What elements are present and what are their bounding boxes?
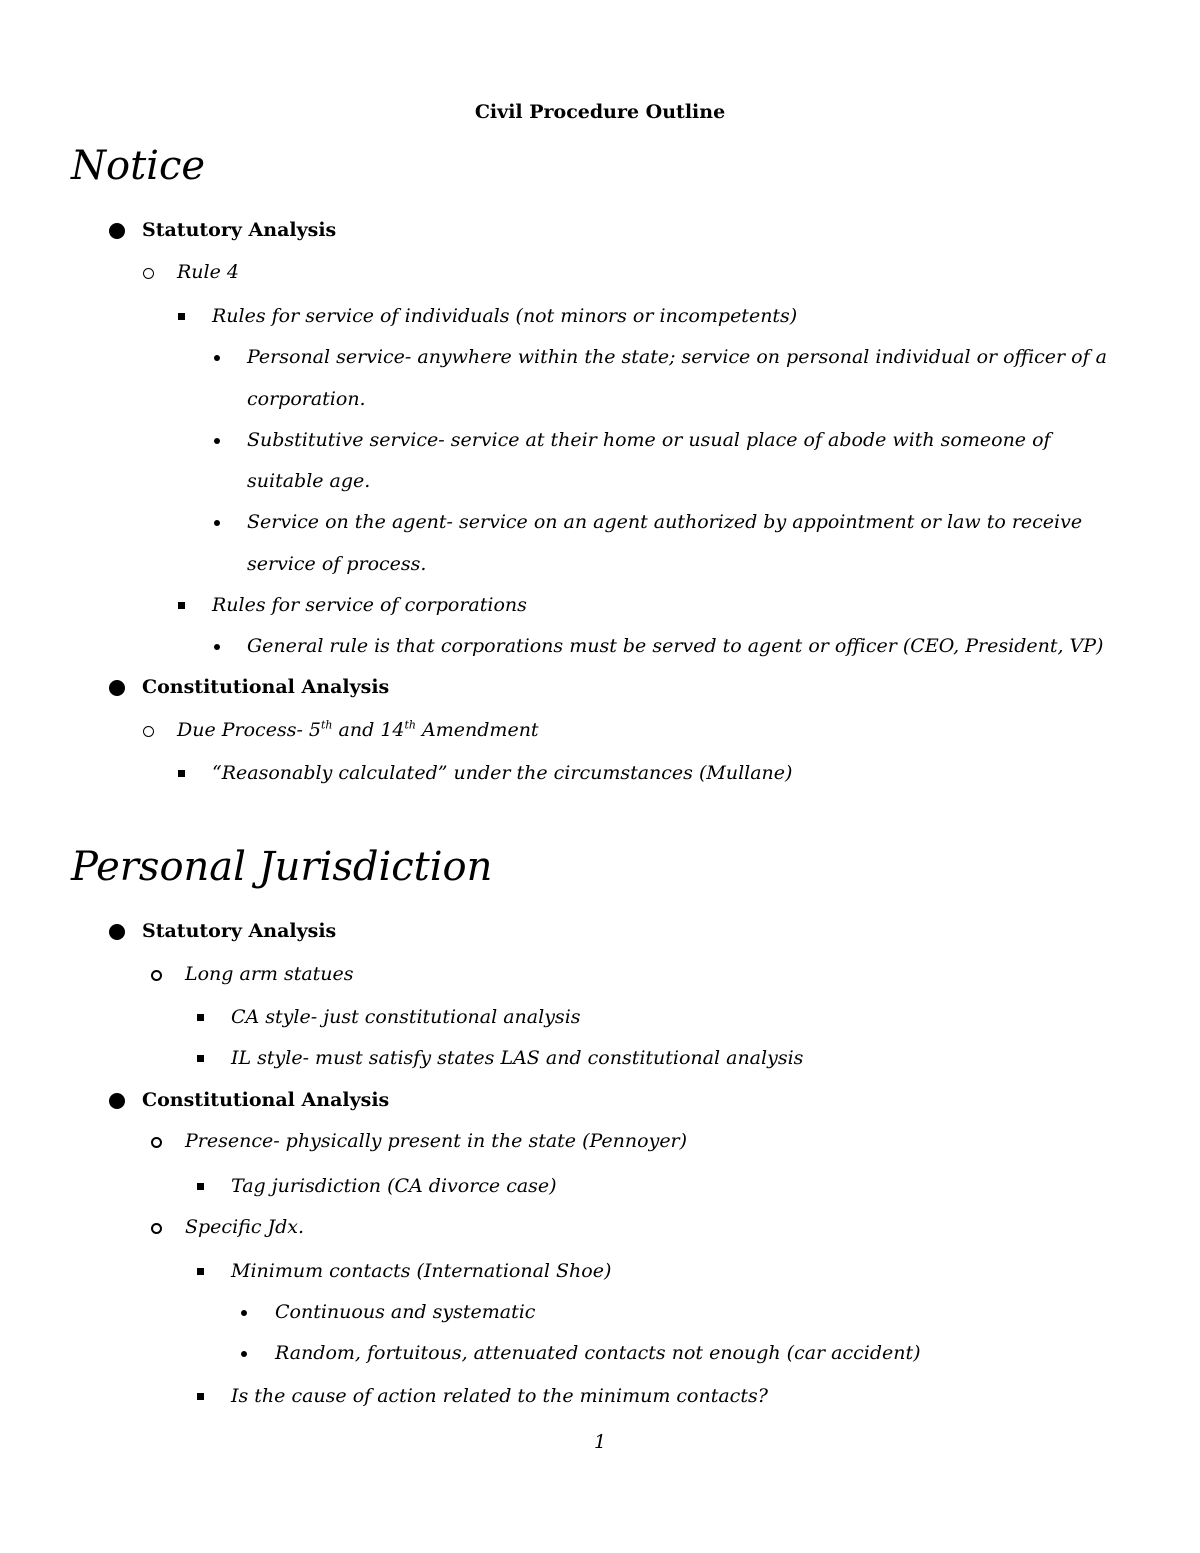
superscript: th [321, 718, 333, 732]
heading-personal-jurisdiction: Personal Jurisdiction [71, 844, 493, 890]
document-title: Civil Procedure Outline [474, 101, 726, 123]
list-item-label: Random, fortuitous, attenuated contacts not enough (car accident) [275, 1342, 921, 1364]
list-item-label: “Reasonably calculated” under the circumstances (Mullane) [212, 762, 793, 784]
list-item-label: Is the cause of action related to the minimum contacts? [231, 1385, 768, 1407]
list-item-continuation: corporation. [247, 388, 366, 410]
hollow-circle-bullet-icon [143, 268, 154, 279]
list-item-label: Personal service- anywhere within the state; service on personal individual or officer of a [247, 346, 1108, 368]
due-process-text: Due Process- 5 [177, 719, 321, 741]
list-item-label: Rules for service of corporations [212, 594, 527, 616]
list-item-label: Rule 4 [177, 261, 239, 283]
list-item-label: General rule is that corporations must be served to agent or officer (CEO, President, VP) [247, 635, 1104, 657]
list-item-label: Constitutional Analysis [142, 676, 390, 698]
list-item-label: Substitutive service- service at their home or usual place of abode with someone of [247, 429, 1051, 451]
hollow-circle-bullet-icon [151, 1137, 162, 1148]
square-bullet-icon [197, 1183, 204, 1190]
list-item-label: Constitutional Analysis [142, 1089, 390, 1111]
list-item-label: Minimum contacts (International Shoe) [231, 1260, 612, 1282]
list-item-label: Continuous and systematic [275, 1301, 536, 1323]
list-item-label [177, 718, 539, 742]
list-item-label: Service on the agent- service on an agent authorized by appointment or law to receive [247, 511, 1083, 533]
dot-bullet-icon [214, 438, 220, 444]
list-item-label: Specific Jdx. [185, 1216, 305, 1238]
bullet-icon [109, 924, 125, 940]
list-item-label: Statutory Analysis [142, 920, 337, 942]
heading-notice: Notice [71, 143, 206, 189]
due-process-text: and 14 [332, 719, 405, 741]
bullet-icon [109, 223, 125, 239]
square-bullet-icon [197, 1055, 204, 1062]
list-item-continuation: service of process. [247, 553, 427, 575]
hollow-circle-bullet-icon [143, 726, 154, 737]
dot-bullet-icon [241, 1310, 247, 1316]
dot-bullet-icon [214, 355, 220, 361]
list-item-label: IL style- must satisfy states LAS and constitutional analysis [231, 1047, 804, 1069]
bullet-icon [109, 680, 125, 696]
superscript: th [404, 718, 417, 732]
square-bullet-icon [178, 770, 185, 777]
square-bullet-icon [197, 1393, 204, 1400]
dot-bullet-icon [214, 520, 220, 526]
square-bullet-icon [197, 1268, 204, 1275]
square-bullet-icon [197, 1014, 204, 1021]
square-bullet-icon [178, 313, 185, 320]
list-item-label: CA style- just constitutional analysis [231, 1006, 581, 1028]
list-item-continuation: suitable age. [247, 470, 371, 492]
list-item-label: Tag jurisdiction (CA divorce case) [231, 1175, 557, 1197]
bullet-icon [109, 1093, 125, 1109]
list-item-label: Rules for service of individuals (not minors or incompetents) [212, 305, 798, 327]
dot-bullet-icon [241, 1351, 247, 1357]
dot-bullet-icon [214, 644, 220, 650]
list-item-label: Statutory Analysis [142, 219, 337, 241]
list-item-label: Long arm statues [185, 963, 354, 985]
hollow-circle-bullet-icon [151, 970, 162, 981]
due-process-text: Amendment [416, 719, 539, 741]
list-item-label: Presence- physically present in the state (Pennoyer) [185, 1130, 688, 1152]
square-bullet-icon [178, 602, 185, 609]
page-number: 1 [593, 1431, 607, 1453]
hollow-circle-bullet-icon [151, 1223, 162, 1234]
